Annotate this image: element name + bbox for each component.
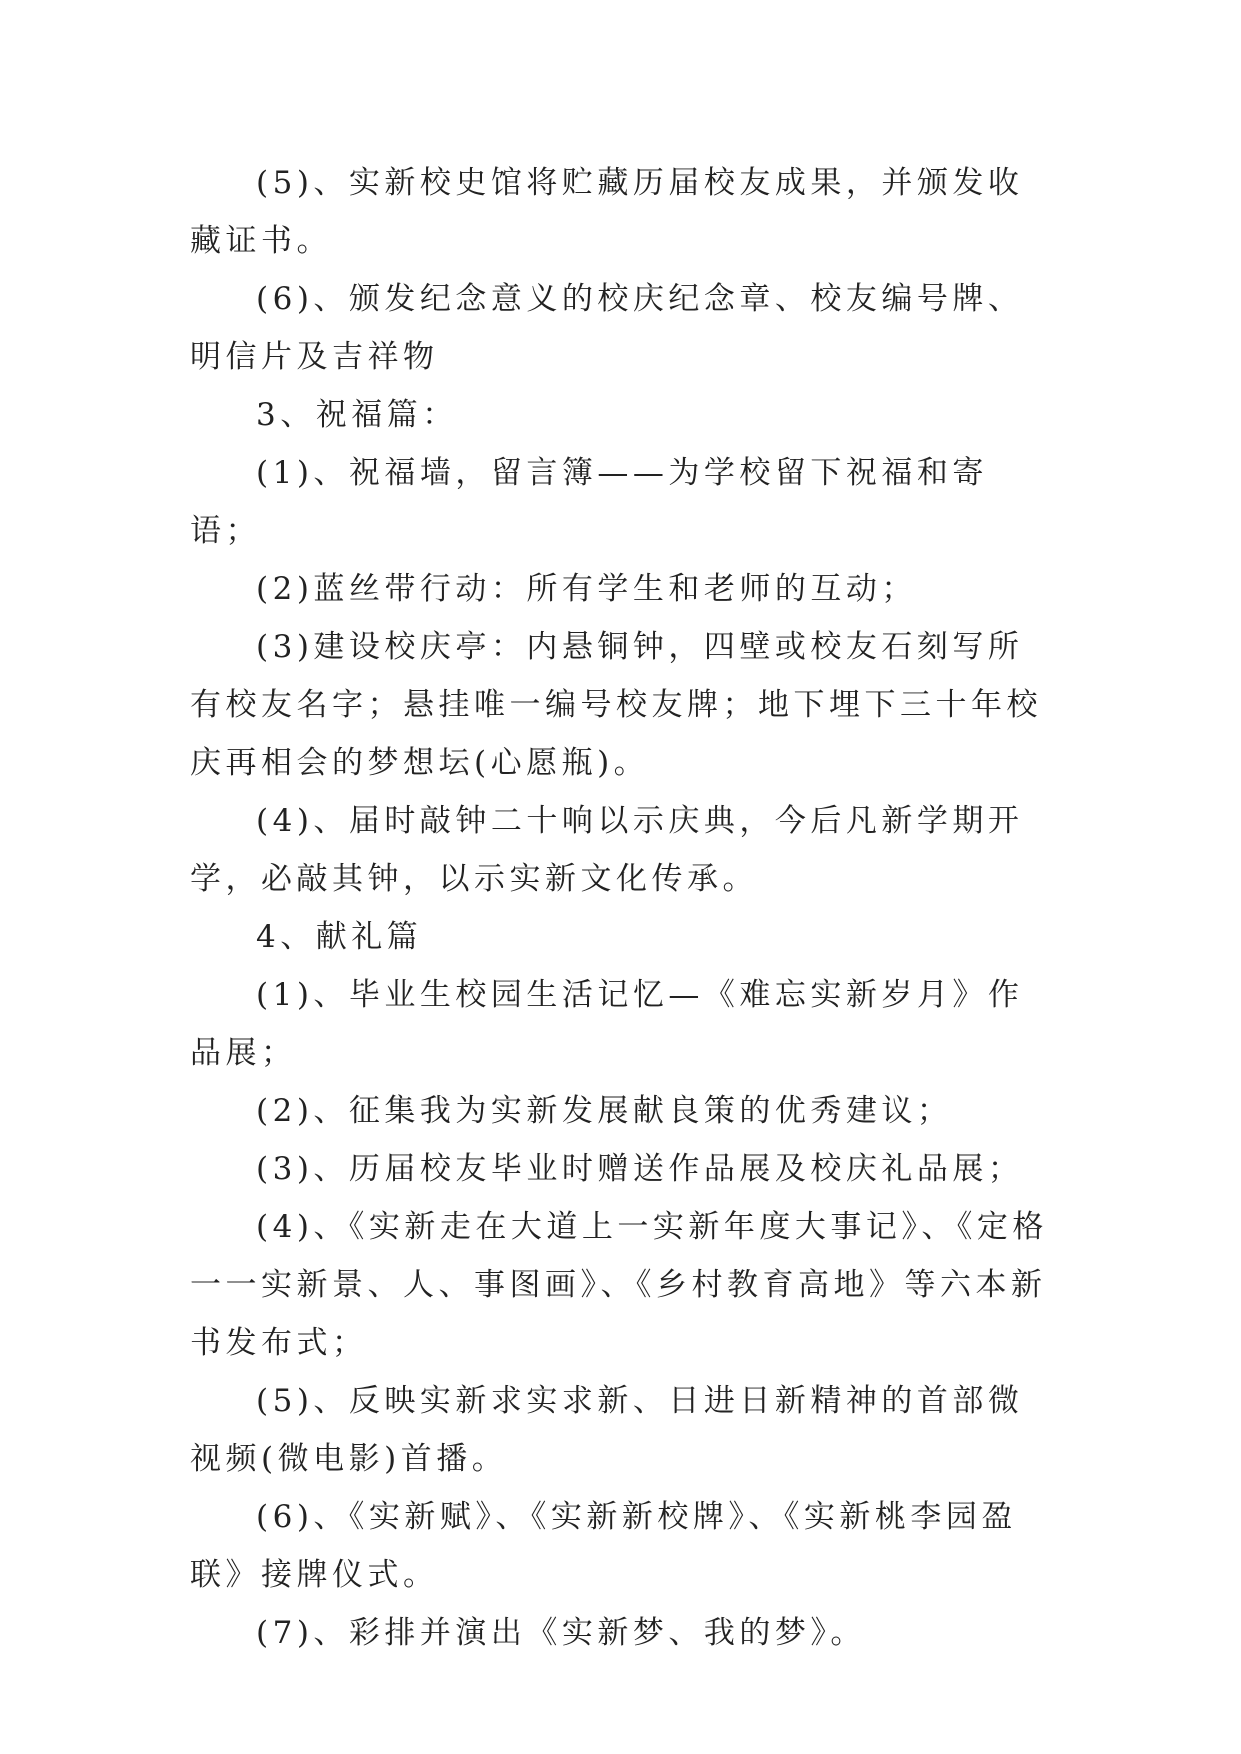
paragraph-gift-6: (6)、《实新赋》、《实新新校牌》、《实新桃李园盈联》接牌仪式。: [190, 1499, 1017, 1593]
paragraph-item-6-souvenirs: (6)、颁发纪念意义的校庆纪念章、校友编号牌、明信片及吉祥物: [190, 281, 1024, 375]
paragraph-blessing-2: (2)蓝丝带行动：所有学生和老师的互动；: [256, 571, 917, 607]
paragraph-gift-3: (3)、历届校友毕业时赠送作品展及校庆礼品展；: [256, 1151, 1024, 1187]
document-body: [190, 154, 1052, 1662]
paragraph-blessing-1: (1)、祝福墙，留言簿——为学校留下祝福和寄语；: [190, 455, 988, 549]
paragraph-gift-5: (5)、反映实新求实求新、日进日新精神的首部微视频(微电影)首播。: [190, 1383, 1024, 1477]
paragraph-blessing-4: (4)、届时敲钟二十响以示庆典，今后凡新学期开学，必敲其钟，以示实新文化传承。: [190, 803, 1024, 897]
paragraph-item-5-collection: (5)、实新校史馆将贮藏历届校友成果，并颁发收藏证书。: [190, 165, 1024, 259]
section-heading-blessings: 3、祝福篇：: [256, 397, 458, 433]
paragraph-blessing-3: (3)建设校庆亭：内悬铜钟，四壁或校友石刻写所有校友名字；悬挂唯一编号校友牌；地下埋下三十年校庆再相会的梦想坛(心愿瓶)。: [190, 629, 1042, 781]
section-heading-gifts: 4、献礼篇: [256, 919, 423, 955]
paragraph-gift-2: (2)、征集我为实新发展献良策的优秀建议；: [256, 1093, 953, 1129]
paragraph-gift-7: (7)、彩排并演出《实新梦、我的梦》。: [256, 1615, 866, 1651]
paragraph-gift-1: (1)、毕业生校园生活记忆—《难忘实新岁月》作品展；: [190, 977, 1024, 1071]
paragraph-gift-4: (4)、《实新走在大道上一实新年度大事记》、《定格一一实新景、人、事图画》、《乡村教育高地》等六本新书发布式；: [190, 1209, 1048, 1361]
